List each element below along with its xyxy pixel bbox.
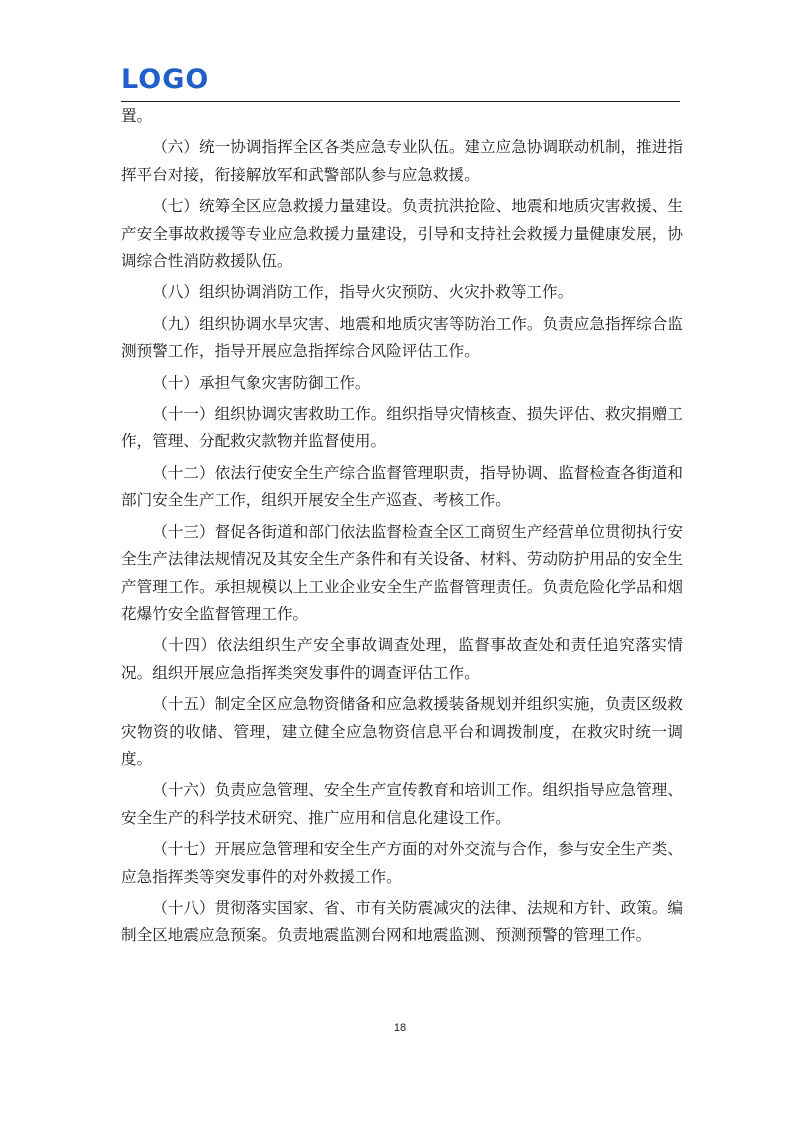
paragraph-item-8: （八）组织协调消防工作，指导火灾预防、火灾扑救等工作。 [152,283,574,302]
page-number: 18 [393,1022,407,1034]
paragraph-item-13: （十三）督促各街道和部门依法监督检查全区工商贸生产经营单位贯彻执行安全生产法律法规情况及其安全生产条件和有关设备、材料、劳动防护用品的安全生产管理工作。承担规模以上工业企业安全生产监督管理责任。负责危险化学品和烟花爆竹安全监督管理工作。 [121,522,683,623]
header-rule [121,101,680,102]
paragraph-item-12: （十二）依法行使安全生产综合监督管理职责，指导协调、监督检查各街道和部门安全生产工作，组织开展安全生产巡查、考核工作。 [121,463,683,510]
logo: LOGO [121,64,210,95]
paragraph-item-11: （十一）组织协调灾害救助工作。组织指导灾情核查、损失评估、救灾捐赠工作，管理、分配救灾款物并监督使用。 [121,405,683,451]
paragraph-item-9: （九）组织协调水旱灾害、地震和地质灾害等防治工作。负责应急指挥综合监测预警工作，指导开展应急指挥综合风险评估工作。 [121,314,683,361]
paragraph-item-15: （十五）制定全区应急物资储备和应急救援装备规划并组织实施，负责区级救灾物资的收储、管理，建立健全应急物资信息平台和调拨制度，在救灾时统一调度。 [121,695,683,768]
paragraph-item-18: （十八）贯彻落实国家、省、市有关防震减灾的法律、法规和方针、政策。编制全区地震应急预案。负责地震监测台网和地震监测、预测预警的管理工作。 [121,898,683,945]
paragraph-item-10: （十）承担气象灾害防御工作。 [152,373,371,392]
paragraph-item-7: （七）统筹全区应急救援力量建设。负责抗洪抢险、地震和地质灾害救援、生产安全事故救援等专业应急救援力量建设，引导和支持社会救援力量健康发展，协调综合性消防救援队伍。 [121,197,683,271]
paragraph-item-16: （十六）负责应急管理、安全生产宣传教育和培训工作。组织指导应急管理、安全生产的科学技术研究、推广应用和信息化建设工作。 [121,781,683,827]
document-body [121,103,683,954]
paragraph-item-17: （十七）开展应急管理和安全生产方面的对外交流与合作，参与安全生产类、应急指挥类等突发事件的对外救援工作。 [121,840,683,886]
paragraph-item-14: （十四）依法组织生产安全事故调查处理，监督事故查处和责任追究落实情况。组织开展应急指挥类突发事件的调查评估工作。 [121,636,683,682]
paragraph-continuation: 置。 [121,107,153,125]
paragraph-item-6: （六）统一协调指挥全区各类应急专业队伍。建立应急协调联动机制，推进指挥平台对接，衔接解放军和武警部队参与应急救援。 [121,138,683,184]
